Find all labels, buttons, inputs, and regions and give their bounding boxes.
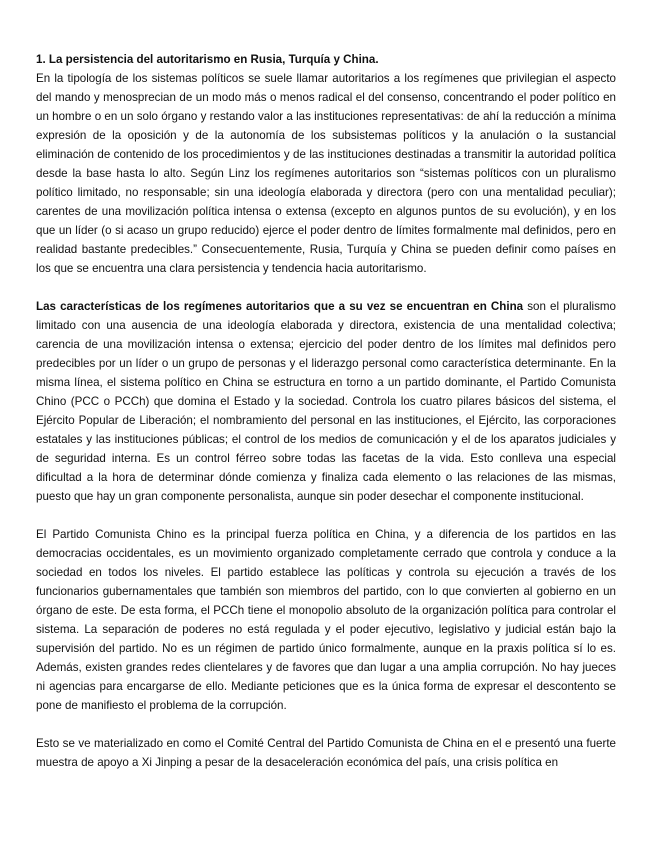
- paragraph-gap: [36, 506, 616, 525]
- paragraph-4: Esto se ve materializado en como el Comité Central del Partido Comunista de China en el e presentó una fuerte muestra de apoyo a Xi Jinping a pesar de la desaceleración económica del país, una crisis política en: [36, 737, 616, 769]
- document-page: [36, 50, 616, 772]
- paragraph-2: [36, 297, 616, 506]
- paragraph-gap: [36, 278, 616, 297]
- paragraph-1: En la tipología de los sistemas políticos se suele llamar autoritarios a los regímenes que privilegian el aspecto del mando y menosprecian de un modo más o menos radical el del consenso, concentrando el poder político en un hombre o en un solo órgano y restando valor a las instituciones representativas: de ahí la reducción a mínima expresión de la oposición y de la autonomía de los subsistemas políticos y la anulación o la sustancial eliminación de contenido de los procedimientos y de las instituciones destinadas a transmitir la autoridad política desde la base hasta lo alto. Según Linz los regímenes autoritarios son “sistemas políticos con un pluralismo político limitado, no responsable; sin una ideología elaborada y directora (pero con una mentalidad peculiar); carentes de una movilización política intensa o extensa (excepto en algunos puntos de su evolución), y en los que un líder (o si acaso un grupo reducido) ejerce el poder dentro de límites formalmente mal definidos, pero en realidad bastante predecibles.” Consecuentemente, Rusia, Turquía y China se pueden definir como países en los que se encuentra una clara persistencia y tendencia hacia autoritarismo.: [36, 72, 616, 275]
- paragraph-2-body: son el pluralismo limitado con una ausencia de una ideología elaborada y directora, existencia de una mentalidad colectiva; carencia de una movilización intensa o extensa; ejercicio del poder dentro de los límites mal definidos pero predecibles por un líder o un grupo de personas y el liderazgo personal como característica determinante. En la misma línea, el sistema político en China se estructura en torno a un partido dominante, el Partido Comunista Chino (PCC o PCCh) que domina el Estado y la sociedad. Controla los cuatro pilares básicos del sistema, el Ejército Popular de Liberación; el nombramiento del personal en las instituciones, el Ejército, las corporaciones estatales y las instituciones públicas; el control de los medios de comunicación y el de los aparatos judiciales y de seguridad interna. Es un control férreo sobre todas las facetas de la vida. Esto conlleva una especial dificultad a la hora de determinar dónde comienza y finaliza cada elemento o las relaciones de las mismas, puesto que hay un gran componente personalista, aunque sin poder desechar el componente institucional.: [36, 300, 616, 503]
- section-heading: 1. La persistencia del autoritarismo en Rusia, Turquía y China.: [36, 53, 379, 66]
- paragraph-3: El Partido Comunista Chino es la principal fuerza política en China, y a diferencia de los partidos en las democracias occidentales, es un movimiento organizado completamente cerrado que controla y conduce a la sociedad en todos los niveles. El partido establece las políticas y controla su ejecución a través de los funcionarios gubernamentales que también son miembros del partido, con lo que convierten al gobierno en un órgano de este. De esta forma, el PCCh tiene el monopolio absoluto de la organización política para controlar el sistema. La separación de poderes no está regulada y el poder ejecutivo, legislativo y judicial están bajo la supervisión del partido. No es un régimen de partido único formalmente, aunque en la praxis política sí lo es. Además, existen grandes redes clientelares y de favores que dan lugar a una amplia corrupción. No hay jueces ni agencias para encargarse de ello. Mediante peticiones que es la única forma de expresar el descontento se pone de manifiesto el problema de la corrupción.: [36, 528, 616, 712]
- paragraph-gap: [36, 715, 616, 734]
- paragraph-2-lead: Las características de los regímenes autoritarios que a su vez se encuentran en China: [36, 300, 524, 313]
